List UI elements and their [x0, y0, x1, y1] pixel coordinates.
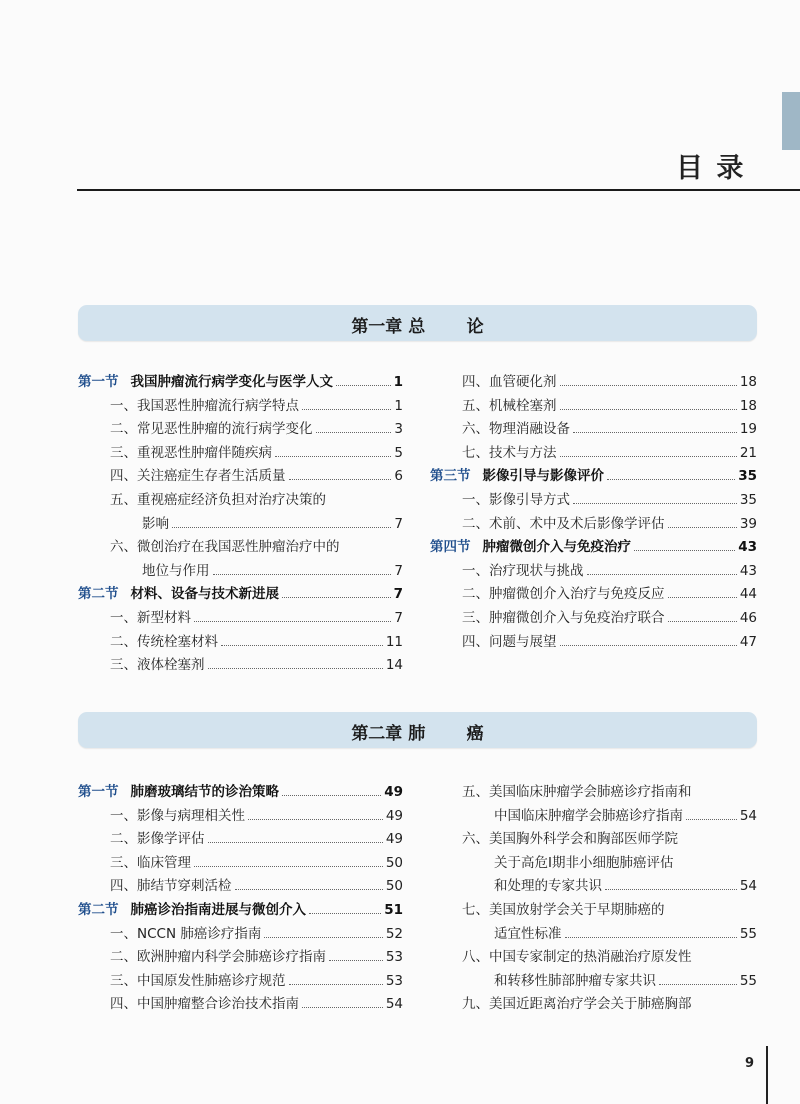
- toc-entry-label: 一、影像与病理相关性: [110, 807, 245, 824]
- toc-entry[interactable]: [78, 462, 403, 484]
- chapter-heading-2: [78, 712, 757, 748]
- toc-leader-dots: [275, 456, 391, 457]
- toc-page-number: 43: [738, 539, 757, 556]
- toc-section-title: 材料、设备与技术新进展: [130, 586, 279, 603]
- toc-page-number: 51: [384, 902, 403, 918]
- toc-entry-label: 四、问题与展望: [462, 633, 557, 650]
- toc-entry-label: 三、重视恶性肿瘤伴随疾病: [110, 444, 272, 461]
- toc-entry[interactable]: [78, 415, 403, 437]
- toc-entry[interactable]: [78, 849, 403, 871]
- toc-entry[interactable]: [78, 557, 403, 579]
- toc-entry-label: 三、肿瘤微创介入与免疫治疗联合: [462, 610, 665, 626]
- toc-entry[interactable]: [430, 802, 757, 824]
- toc-entry-label: [78, 370, 333, 390]
- toc-page-number: 1: [394, 397, 403, 414]
- toc-leader-dots: [208, 842, 383, 843]
- toc-entry-label: 五、重视癌症经济负担对治疗决策的: [110, 492, 326, 508]
- toc-entry-label: 影响: [142, 515, 169, 532]
- toc-leader-dots: [573, 503, 737, 504]
- toc-entry-label: 七、美国放射学会关于早期肺癌的: [462, 902, 665, 918]
- toc-entry-label: [78, 582, 279, 602]
- toc-entry[interactable]: [430, 920, 757, 942]
- chapter-heading-text: 第一章 总 论: [351, 317, 484, 337]
- toc-section-title: 肿瘤微创介入与免疫治疗: [482, 539, 631, 556]
- toc-leader-dots: [560, 385, 737, 386]
- toc-section-entry[interactable]: [430, 462, 757, 484]
- toc-entry-label: 二、常见恶性肿瘤的流行病学变化: [110, 421, 313, 438]
- toc-entry-label: 关于高危Ⅰ期非小细胞肺癌评估: [494, 854, 674, 871]
- toc-entry-label: [78, 780, 279, 800]
- toc-page-number: 52: [385, 925, 403, 942]
- toc-section-entry[interactable]: [430, 533, 757, 555]
- page-title: 目 录: [676, 153, 746, 184]
- toc-entry[interactable]: [78, 439, 403, 461]
- toc-page-number: 7: [394, 515, 403, 532]
- toc-entry-label: 适宜性标准: [494, 925, 562, 942]
- toc-entry[interactable]: [430, 990, 757, 1012]
- toc-entry[interactable]: [78, 604, 403, 626]
- toc-leader-dots: [302, 1007, 383, 1008]
- toc-entry-label: 四、中国肿瘤整合诊治技术指南: [110, 996, 299, 1013]
- toc-section-tag: 第三节: [430, 468, 471, 485]
- toc-entry-label: 一、新型材料: [110, 610, 191, 626]
- toc-section-entry[interactable]: [78, 580, 403, 602]
- toc-entry[interactable]: [78, 825, 403, 847]
- chapter-heading-1: [78, 305, 757, 341]
- toc-section-title: 肺磨玻璃结节的诊治策略: [130, 784, 279, 800]
- toc-entry-label: 五、美国临床肿瘤学会肺癌诊疗指南和: [462, 784, 692, 800]
- toc-page-number: 35: [739, 492, 757, 508]
- toc-entry-label: 八、中国专家制定的热消融治疗原发性: [462, 949, 692, 966]
- toc-entry-label: 六、美国胸外科学会和胸部医师学院: [462, 831, 678, 848]
- toc-entry[interactable]: [78, 920, 403, 942]
- toc-page-number: 49: [384, 784, 403, 800]
- toc-entry[interactable]: [78, 990, 403, 1012]
- toc-entry-label: [78, 898, 306, 918]
- toc-section-tag: 第二节: [78, 902, 119, 918]
- toc-leader-dots: [329, 960, 383, 961]
- toc-entry-label: 一、治疗现状与挑战: [462, 562, 584, 579]
- toc-entry-label: 二、术前、术中及术后影像学评估: [462, 515, 665, 532]
- toc-entry[interactable]: [430, 872, 757, 894]
- toc-entry-label: 二、肿瘤微创介入治疗与免疫反应: [462, 586, 665, 603]
- page-number: 9: [745, 1056, 755, 1071]
- toc-leader-dots: [208, 668, 383, 669]
- page-number-rule: [766, 1046, 768, 1104]
- toc-leader-dots: [686, 819, 737, 820]
- toc-page-number: 6: [394, 468, 403, 485]
- toc-leader-dots: [560, 645, 737, 646]
- toc-page-number: 49: [385, 807, 403, 824]
- toc-leader-dots: [302, 409, 391, 410]
- toc-entry[interactable]: [78, 872, 403, 894]
- toc-entry-label: 三、临床管理: [110, 854, 191, 871]
- toc-leader-dots: [316, 432, 392, 433]
- toc-section-tag: 第二节: [78, 586, 119, 603]
- toc-entry[interactable]: [430, 368, 757, 390]
- toc-leader-dots: [560, 409, 737, 410]
- toc-leader-dots: [282, 795, 381, 796]
- toc-leader-dots: [194, 866, 383, 867]
- toc-entry-label: 七、技术与方法: [462, 444, 557, 461]
- toc-page-number: 44: [739, 586, 757, 603]
- toc-leader-dots: [213, 574, 392, 575]
- toc-entry-label: 和转移性肺部肿瘤专家共识: [494, 972, 656, 989]
- toc-entry[interactable]: [430, 849, 757, 871]
- toc-leader-dots: [282, 597, 391, 598]
- toc-page-number: 49: [385, 831, 403, 848]
- toc-leader-dots: [607, 479, 735, 480]
- toc-entry[interactable]: [430, 967, 757, 989]
- toc-entry[interactable]: [78, 510, 403, 532]
- toc-entry-label: 六、微创治疗在我国恶性肿瘤治疗中的: [110, 539, 340, 556]
- toc-entry-label: 四、关注癌症生存者生活质量: [110, 468, 286, 485]
- toc-page-number: 11: [385, 633, 403, 650]
- chapter-heading-text: 第二章 肺 癌: [351, 724, 484, 744]
- toc-entry[interactable]: [78, 802, 403, 824]
- toc-leader-dots: [172, 527, 391, 528]
- toc-leader-dots: [668, 527, 737, 528]
- toc-entry[interactable]: [430, 510, 757, 532]
- toc-page-number: 21: [739, 444, 757, 461]
- toc-page-number: 7: [393, 586, 403, 603]
- toc-entry-label: 四、肺结节穿刺活检: [110, 878, 232, 895]
- toc-entry[interactable]: [78, 967, 403, 989]
- toc-section-entry[interactable]: [78, 896, 403, 918]
- toc-entry-label: 四、血管硬化剂: [462, 374, 557, 390]
- toc-entry[interactable]: [78, 533, 403, 555]
- toc-entry[interactable]: [430, 825, 757, 847]
- toc-entry[interactable]: [430, 778, 757, 800]
- toc-entry[interactable]: [430, 439, 757, 461]
- toc-leader-dots: [309, 913, 381, 914]
- toc-entry[interactable]: [78, 486, 403, 508]
- toc-page-number: 39: [739, 515, 757, 532]
- toc-entry[interactable]: [430, 557, 757, 579]
- toc-leader-dots: [587, 574, 737, 575]
- toc-leader-dots: [668, 621, 737, 622]
- toc-leader-dots: [289, 984, 383, 985]
- toc-page-number: 53: [385, 972, 403, 989]
- toc-leader-dots: [221, 645, 383, 646]
- toc-page-number: 19: [739, 421, 757, 438]
- toc-leader-dots: [264, 937, 382, 938]
- toc-section-entry[interactable]: [78, 368, 403, 390]
- toc-section-tag: 第四节: [430, 539, 471, 556]
- toc-page-number: 1: [393, 374, 403, 390]
- toc-entry[interactable]: [430, 486, 757, 508]
- toc-entry[interactable]: [430, 415, 757, 437]
- toc-page-number: 18: [739, 374, 757, 390]
- toc-page-number: 18: [739, 397, 757, 414]
- toc-leader-dots: [605, 889, 737, 890]
- toc-entry-label: 三、液体栓塞剂: [110, 657, 205, 674]
- toc-entry-label: [430, 464, 604, 484]
- toc-page-number: 7: [394, 610, 403, 626]
- toc-entry-label: 和处理的专家共识: [494, 878, 602, 895]
- toc-leader-dots: [560, 456, 737, 457]
- toc-leader-dots: [336, 385, 391, 386]
- toc-section-title: 影像引导与影像评价: [482, 468, 604, 485]
- toc-entry[interactable]: [78, 651, 403, 673]
- toc-section-tag: 第一节: [78, 784, 119, 800]
- toc-entry-label: 二、影像学评估: [110, 831, 205, 848]
- toc-page-number: 54: [739, 878, 757, 895]
- toc-entry[interactable]: [430, 896, 757, 918]
- toc-page-number: 55: [739, 972, 757, 989]
- toc-entry-label: 二、传统栓塞材料: [110, 633, 218, 650]
- toc-entry[interactable]: [430, 628, 757, 650]
- toc-section-title: 肺癌诊治指南进展与微创介入: [130, 902, 306, 918]
- toc-page-number: 55: [739, 925, 757, 942]
- toc-leader-dots: [289, 479, 392, 480]
- toc-entry-label: 三、中国原发性肺癌诊疗规范: [110, 972, 286, 989]
- toc-page-number: 3: [394, 421, 403, 438]
- edge-thumb-tab: [782, 92, 800, 150]
- toc-leader-dots: [194, 621, 391, 622]
- toc-entry-label: 六、物理消融设备: [462, 421, 570, 438]
- toc-page-number: 47: [739, 633, 757, 650]
- toc-page-number: 43: [739, 562, 757, 579]
- toc-page-number: 53: [385, 949, 403, 966]
- toc-entry[interactable]: [78, 392, 403, 414]
- toc-leader-dots: [248, 819, 383, 820]
- toc-page-number: 5: [394, 444, 403, 461]
- toc-entry[interactable]: [430, 580, 757, 602]
- toc-page-number: 7: [394, 562, 403, 579]
- toc-page-number: 50: [385, 854, 403, 871]
- toc-entry-label: [430, 535, 631, 555]
- toc-page-number: 50: [385, 878, 403, 895]
- toc-leader-dots: [659, 984, 737, 985]
- toc-entry-label: 一、我国恶性肿瘤流行病学特点: [110, 397, 299, 414]
- toc-leader-dots: [235, 889, 383, 890]
- toc-page-number: 54: [385, 996, 403, 1013]
- toc-leader-dots: [634, 550, 735, 551]
- toc-entry[interactable]: [78, 628, 403, 650]
- toc-entry-label: 二、欧洲肿瘤内科学会肺癌诊疗指南: [110, 949, 326, 966]
- toc-page-number: 35: [738, 468, 757, 485]
- toc-leader-dots: [573, 432, 737, 433]
- toc-entry[interactable]: [430, 604, 757, 626]
- toc-entry-label: 地位与作用: [142, 562, 210, 579]
- toc-entry-label: 中国临床肿瘤学会肺癌诊疗指南: [494, 807, 683, 824]
- toc-page-number: 14: [385, 657, 403, 674]
- title-rule: [77, 189, 800, 191]
- toc-entry[interactable]: [430, 392, 757, 414]
- toc-entry-label: 五、机械栓塞剂: [462, 397, 557, 414]
- toc-entry-label: 一、影像引导方式: [462, 492, 570, 508]
- toc-entry-label: 一、NCCN 肺癌诊疗指南: [110, 925, 262, 942]
- toc-section-entry[interactable]: [78, 778, 403, 800]
- toc-entry[interactable]: [430, 943, 757, 965]
- toc-leader-dots: [565, 937, 737, 938]
- toc-page-number: 54: [739, 807, 757, 824]
- toc-section-tag: 第一节: [78, 374, 119, 390]
- toc-entry[interactable]: [78, 943, 403, 965]
- toc-section-title: 我国肿瘤流行病学变化与医学人文: [130, 374, 333, 390]
- toc-entry-label: 九、美国近距离治疗学会关于肺癌胸部: [462, 996, 692, 1013]
- toc-page-number: 46: [739, 610, 757, 626]
- toc-leader-dots: [668, 597, 737, 598]
